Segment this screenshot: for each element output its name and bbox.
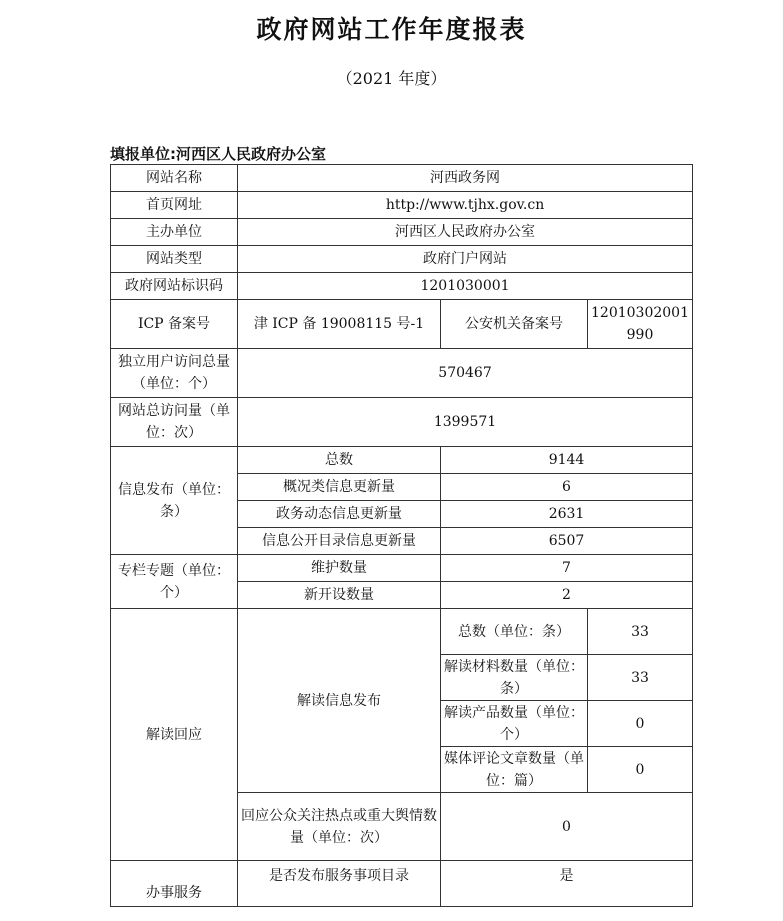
interp-item-value: 0 [588,747,693,793]
report-table [110,164,693,907]
row-label: 网站名称 [111,165,238,192]
table-row [111,349,693,398]
interp-item-label: 解读材料数量（单位：条） [441,655,588,701]
info-pub-item-label: 信息公开目录信息更新量 [238,528,441,555]
page-title: 政府网站工作年度报表 [256,15,527,44]
police-record-label: 公安机关备案号 [441,300,588,349]
site-code-value: 1201030001 [238,273,693,300]
table-row [111,165,693,192]
row-label: 网站类型 [111,246,238,273]
row-label: 政府网站标识码 [111,273,238,300]
columns-item-value: 2 [441,582,693,609]
police-record-value: 12010302001990 [588,300,693,349]
table-row [111,398,693,447]
row-label: ICP 备案号 [111,300,238,349]
service-label: 办事服务 [111,861,238,907]
interp-label: 解读信息发布 [238,609,441,793]
row-label: 首页网址 [111,192,238,219]
table-row [111,246,693,273]
interp-item-value: 33 [588,609,693,655]
site-name-value: 河西政务网 [238,165,693,192]
table-row [111,555,693,582]
info-pub-item-value: 6507 [441,528,693,555]
total-visits-value: 1399571 [238,398,693,447]
icp-value: 津 ICP 备 19008115 号-1 [238,300,441,349]
reporting-unit-name: 河西区人民政府办公室 [176,145,327,163]
info-pub-item-label: 概况类信息更新量 [238,474,441,501]
service-item-label: 是否发布服务事项目录 [238,861,441,907]
reporting-unit [110,143,326,164]
info-pub-item-label: 总数 [238,447,441,474]
row-label: 网站总访问量（单位：次） [111,398,238,447]
info-pub-item-value: 2631 [441,501,693,528]
table-row [111,300,693,349]
site-type-value: 政府门户网站 [238,246,693,273]
interp-item-label: 媒体评论文章数量（单位：篇） [441,747,588,793]
interp-item-label: 解读产品数量（单位：个） [441,701,588,747]
row-label: 主办单位 [111,219,238,246]
info-pub-label: 信息发布（单位：条） [111,447,238,555]
columns-item-value: 7 [441,555,693,582]
columns-item-label: 维护数量 [238,555,441,582]
table-row [111,447,693,474]
hotspot-value: 0 [441,793,693,861]
info-pub-item-value: 6 [441,474,693,501]
table-row [111,192,693,219]
interp-item-value: 0 [588,701,693,747]
info-pub-item-label: 政务动态信息更新量 [238,501,441,528]
unique-visitors-value: 570467 [238,349,693,398]
service-item-value: 是 [441,861,693,907]
table-row [111,219,693,246]
report-year: （2021 年度） [336,69,447,88]
columns-label: 专栏专题（单位：个） [111,555,238,609]
table-row [111,273,693,300]
hotspot-label: 回应公众关注热点或重大舆情数量（单位：次） [238,793,441,861]
table-row [111,861,693,907]
info-pub-item-value: 9144 [441,447,693,474]
row-label: 独立用户访问总量（单位：个） [111,349,238,398]
response-label: 解读回应 [111,609,238,861]
host-org-value: 河西区人民政府办公室 [238,219,693,246]
table-row [111,609,693,655]
reporting-unit-label: 填报单位: [110,145,176,163]
home-url-value: http://www.tjhx.gov.cn [238,192,693,219]
columns-item-label: 新开设数量 [238,582,441,609]
interp-item-label: 总数（单位：条） [441,609,588,655]
interp-item-value: 33 [588,655,693,701]
